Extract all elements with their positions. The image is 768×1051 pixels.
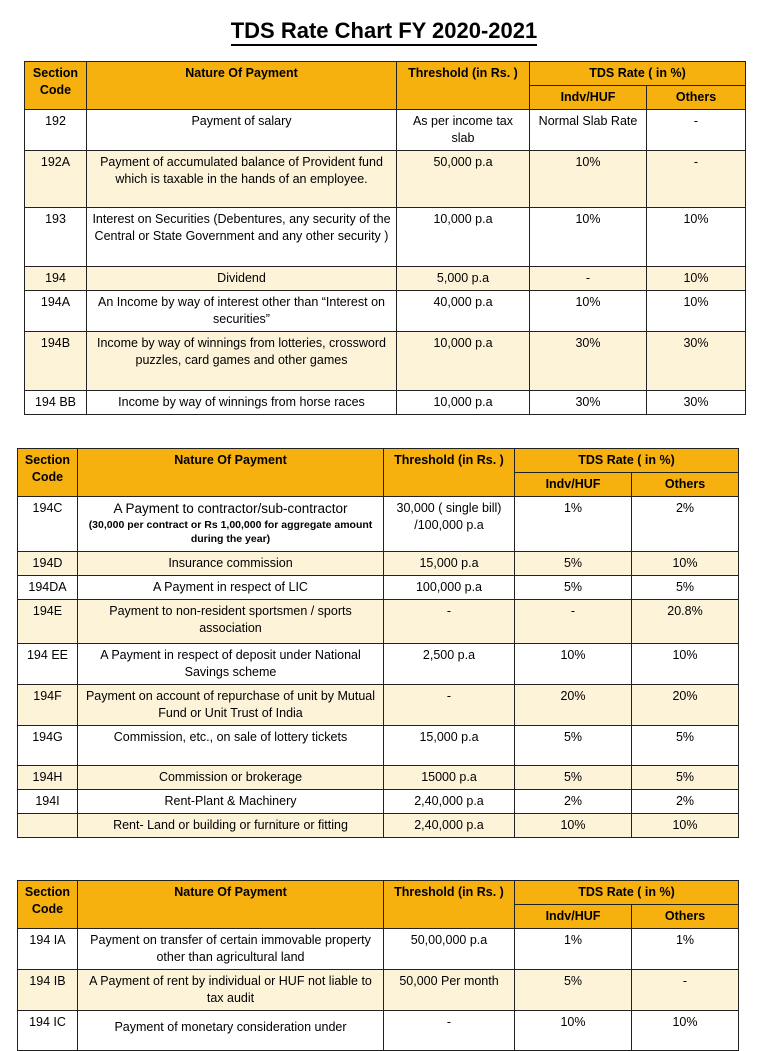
tds-table-2 [17, 448, 739, 838]
cell-threshold: 10,000 p.a [397, 208, 530, 267]
table-row [25, 208, 746, 267]
cell-code: 194 IC [18, 1011, 78, 1051]
cell-code: 194G [18, 726, 78, 766]
cell-threshold: 15000 p.a [384, 766, 515, 790]
cell-nature: Interest on Securities (Debentures, any security of the Central or State Government and any other security ) [87, 208, 397, 267]
cell-nature-note: (30,000 per contract or Rs 1,00,000 for aggregate amount during the year) [88, 519, 373, 545]
cell-others: 5% [632, 576, 739, 600]
table-row [25, 151, 746, 208]
header-tds-rate: TDS Rate ( in %) [530, 62, 746, 86]
cell-nature: An Income by way of interest other than “Interest on securities” [87, 291, 397, 332]
cell-threshold: 40,000 p.a [397, 291, 530, 332]
table-row [18, 685, 739, 726]
cell-nature [78, 497, 384, 552]
cell-threshold: 2,40,000 p.a [384, 814, 515, 838]
cell-indv: 10% [530, 208, 647, 267]
cell-threshold: 10,000 p.a [397, 391, 530, 415]
cell-others: 5% [632, 766, 739, 790]
header-indv: Indv/HUF [515, 473, 632, 497]
cell-others: 10% [647, 267, 746, 291]
cell-indv: 10% [515, 644, 632, 685]
cell-indv: 1% [515, 497, 632, 552]
cell-threshold: 15,000 p.a [384, 726, 515, 766]
cell-indv: 10% [530, 291, 647, 332]
cell-threshold: 2,500 p.a [384, 644, 515, 685]
cell-nature: Rent- Land or building or furniture or fitting [78, 814, 384, 838]
header-tds-rate: TDS Rate ( in %) [515, 881, 739, 905]
cell-threshold: 5,000 p.a [397, 267, 530, 291]
header-nature: Nature Of Payment [78, 449, 384, 497]
cell-others: 20% [632, 685, 739, 726]
cell-nature: A Payment in respect of deposit under National Savings scheme [78, 644, 384, 685]
header-section-code: Section Code [18, 881, 78, 929]
cell-nature: Insurance commission [78, 552, 384, 576]
cell-indv: 5% [515, 576, 632, 600]
cell-others: 10% [632, 814, 739, 838]
cell-nature-main: A Payment to contractor/sub-contractor [113, 501, 348, 516]
cell-threshold: - [384, 685, 515, 726]
header-section-code: Section Code [25, 62, 87, 110]
table-row [18, 970, 739, 1011]
cell-code: 194 IA [18, 929, 78, 970]
cell-nature: Payment on account of repurchase of unit by Mutual Fund or Unit Trust of India [78, 685, 384, 726]
header-others: Others [632, 905, 739, 929]
table-row [18, 644, 739, 685]
cell-code: 194A [25, 291, 87, 332]
table-row [18, 552, 739, 576]
cell-threshold: 2,40,000 p.a [384, 790, 515, 814]
cell-threshold: 50,000 p.a [397, 151, 530, 208]
cell-nature: Payment on transfer of certain immovable property other than agricultural land [78, 929, 384, 970]
cell-indv: 10% [515, 814, 632, 838]
cell-code: 194F [18, 685, 78, 726]
header-threshold: Threshold (in Rs. ) [397, 62, 530, 110]
header-threshold: Threshold (in Rs. ) [384, 881, 515, 929]
cell-indv: 5% [515, 552, 632, 576]
cell-code: 194 [25, 267, 87, 291]
cell-others: 30% [647, 332, 746, 391]
table-row [25, 391, 746, 415]
table-row [18, 766, 739, 790]
table-row [18, 929, 739, 970]
cell-others: 2% [632, 497, 739, 552]
cell-nature: Payment of salary [87, 110, 397, 151]
cell-indv: 10% [515, 1011, 632, 1051]
cell-others: - [632, 970, 739, 1011]
cell-others: 10% [632, 552, 739, 576]
table-row [25, 267, 746, 291]
cell-others: 5% [632, 726, 739, 766]
cell-others: 10% [647, 208, 746, 267]
cell-nature: Income by way of winnings from horse races [87, 391, 397, 415]
cell-nature: A Payment of rent by individual or HUF not liable to tax audit [78, 970, 384, 1011]
cell-code: 194H [18, 766, 78, 790]
cell-threshold: 50,000 Per month [384, 970, 515, 1011]
cell-others: 10% [632, 644, 739, 685]
cell-indv: 30% [530, 391, 647, 415]
cell-nature: Payment of accumulated balance of Provident fund which is taxable in the hands of an employee. [87, 151, 397, 208]
page-title: TDS Rate Chart FY 2020-2021 [0, 18, 768, 44]
cell-code: 194 BB [25, 391, 87, 415]
table-row [18, 814, 739, 838]
cell-nature: Rent-Plant & Machinery [78, 790, 384, 814]
cell-threshold: 10,000 p.a [397, 332, 530, 391]
header-nature: Nature Of Payment [87, 62, 397, 110]
tds-table-3 [17, 880, 739, 1051]
cell-nature: Commission, etc., on sale of lottery tickets [78, 726, 384, 766]
table-row [25, 110, 746, 151]
header-section-code: Section Code [18, 449, 78, 497]
table-row [25, 332, 746, 391]
cell-others: 2% [632, 790, 739, 814]
cell-others: 10% [647, 291, 746, 332]
cell-others: 1% [632, 929, 739, 970]
cell-threshold: As per income tax slab [397, 110, 530, 151]
cell-code: 194C [18, 497, 78, 552]
cell-others: 30% [647, 391, 746, 415]
header-indv: Indv/HUF [515, 905, 632, 929]
header-indv: Indv/HUF [530, 86, 647, 110]
cell-nature: Payment to non-resident sportsmen / sports association [78, 600, 384, 644]
cell-indv: - [530, 267, 647, 291]
header-threshold: Threshold (in Rs. ) [384, 449, 515, 497]
header-others: Others [647, 86, 746, 110]
cell-indv: - [515, 600, 632, 644]
cell-threshold: 50,00,000 p.a [384, 929, 515, 970]
cell-code: 194 EE [18, 644, 78, 685]
cell-threshold: 30,000 ( single bill) /100,000 p.a [384, 497, 515, 552]
cell-indv: 1% [515, 929, 632, 970]
cell-indv: Normal Slab Rate [530, 110, 647, 151]
cell-nature: Income by way of winnings from lotteries, crossword puzzles, card games and other games [87, 332, 397, 391]
table-row [18, 790, 739, 814]
header-nature: Nature Of Payment [78, 881, 384, 929]
cell-nature: Commission or brokerage [78, 766, 384, 790]
cell-indv: 5% [515, 766, 632, 790]
cell-indv: 5% [515, 970, 632, 1011]
cell-others: - [647, 110, 746, 151]
cell-code [18, 814, 78, 838]
table-row [18, 1011, 739, 1051]
cell-indv: 10% [530, 151, 647, 208]
cell-code: 194D [18, 552, 78, 576]
tds-table-1 [24, 61, 746, 415]
cell-indv: 20% [515, 685, 632, 726]
cell-threshold: 15,000 p.a [384, 552, 515, 576]
table-row [18, 576, 739, 600]
cell-threshold: 100,000 p.a [384, 576, 515, 600]
table-row [18, 497, 739, 552]
cell-others: - [647, 151, 746, 208]
cell-code: 192 [25, 110, 87, 151]
cell-code: 194 IB [18, 970, 78, 1011]
header-tds-rate: TDS Rate ( in %) [515, 449, 739, 473]
cell-nature: A Payment in respect of LIC [78, 576, 384, 600]
cell-code: 194I [18, 790, 78, 814]
cell-threshold: - [384, 600, 515, 644]
header-others: Others [632, 473, 739, 497]
cell-code: 194E [18, 600, 78, 644]
cell-code: 194DA [18, 576, 78, 600]
cell-code: 194B [25, 332, 87, 391]
cell-indv: 30% [530, 332, 647, 391]
cell-others: 20.8% [632, 600, 739, 644]
cell-code: 192A [25, 151, 87, 208]
cell-indv: 2% [515, 790, 632, 814]
cell-threshold: - [384, 1011, 515, 1051]
cell-others: 10% [632, 1011, 739, 1051]
cell-code: 193 [25, 208, 87, 267]
table-row [18, 726, 739, 766]
table-row [18, 600, 739, 644]
cell-indv: 5% [515, 726, 632, 766]
cell-nature: Payment of monetary consideration under [78, 1011, 384, 1051]
table-row [25, 291, 746, 332]
cell-nature: Dividend [87, 267, 397, 291]
